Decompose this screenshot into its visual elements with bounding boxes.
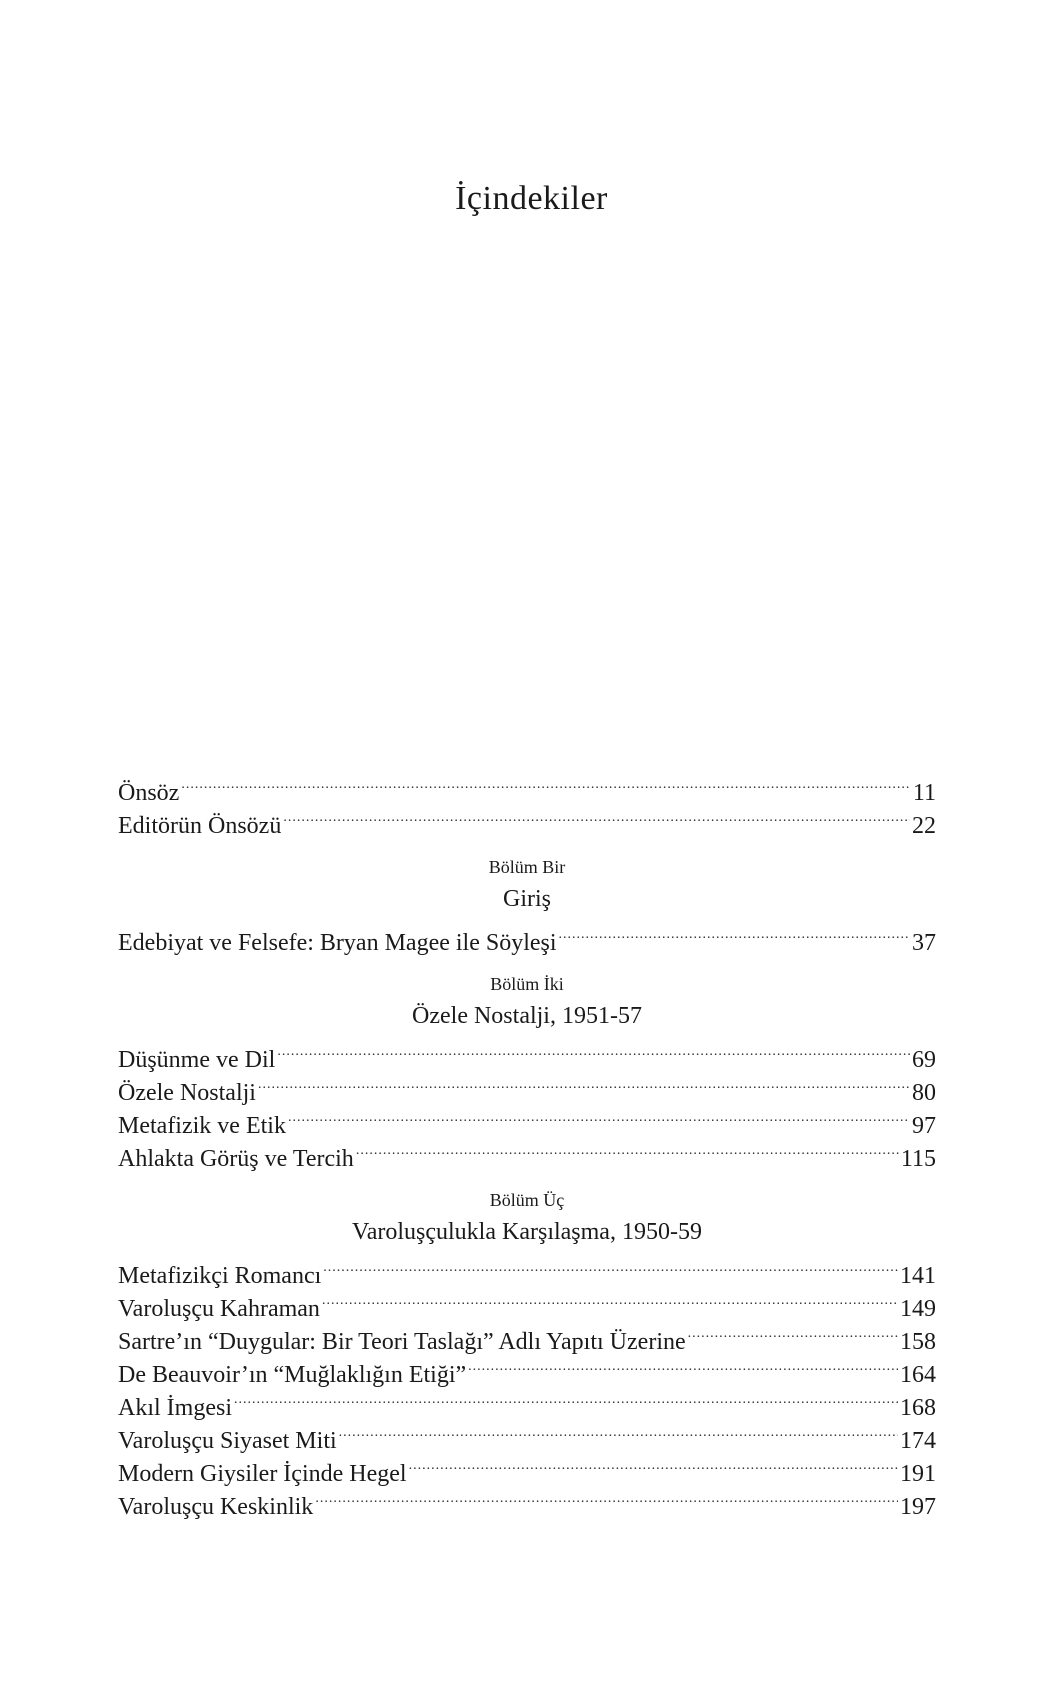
toc-entry[interactable] (118, 800, 936, 839)
part-label: Bölüm Üç (489, 1190, 565, 1210)
toc-entry-page-number: 22 (912, 813, 936, 839)
toc-entry-title: Ahlakta Görüş ve Tercih (118, 1146, 354, 1172)
toc-entry-page-number: 158 (900, 1329, 936, 1355)
dot-leader (409, 1448, 898, 1481)
dot-leader (356, 1133, 899, 1166)
toc-entry-page-number: 97 (912, 1113, 936, 1139)
toc-entry-title: Metafizik ve Etik (118, 1113, 286, 1139)
toc-entry-title: Varoluşçu Kahraman (118, 1296, 320, 1322)
toc-entry[interactable] (118, 1034, 936, 1073)
table-of-contents (118, 767, 936, 1520)
toc-part (118, 853, 936, 956)
toc-entry-title: Editörün Önsözü (118, 813, 282, 839)
toc-entry[interactable] (118, 917, 936, 956)
part-title: Giriş (503, 886, 551, 912)
dot-leader (234, 1382, 898, 1415)
dot-leader (288, 1100, 910, 1133)
toc-entry-page-number: 164 (900, 1362, 936, 1388)
dot-leader (339, 1415, 898, 1448)
dot-leader (559, 917, 910, 950)
toc-entry-title: Önsöz (118, 780, 180, 806)
toc-entry[interactable] (118, 1415, 936, 1454)
dot-leader (315, 1481, 898, 1514)
toc-part (118, 970, 936, 1172)
page-title: İçindekiler (455, 180, 608, 217)
toc-entry-page-number: 168 (900, 1395, 936, 1421)
toc-entry-page-number: 174 (900, 1428, 936, 1454)
part-title: Varoluşçulukla Karşılaşma, 1950-59 (352, 1219, 702, 1245)
toc-entry-page-number: 197 (900, 1494, 936, 1520)
parts-list (118, 853, 936, 1520)
toc-entry[interactable] (118, 1250, 936, 1289)
toc-entry-page-number: 11 (912, 780, 936, 806)
toc-entry-title: Akıl İmgesi (118, 1395, 232, 1421)
toc-entry-page-number: 141 (900, 1263, 936, 1289)
dot-leader (322, 1283, 898, 1316)
dot-leader (277, 1034, 910, 1067)
toc-entry-page-number: 191 (900, 1461, 936, 1487)
toc-entry-page-number: 69 (912, 1047, 936, 1073)
front-matter-list (118, 767, 936, 839)
toc-entry-title: Özele Nostalji (118, 1080, 256, 1106)
toc-entry-page-number: 149 (900, 1296, 936, 1322)
toc-entry[interactable] (118, 1382, 936, 1421)
dot-leader (323, 1250, 898, 1283)
toc-entry-title: Varoluşçu Keskinlik (118, 1494, 314, 1520)
toc-entry-title: De Beauvoir’ın “Muğlaklığın Etiği” (118, 1362, 467, 1388)
toc-entry-page-number: 80 (912, 1080, 936, 1106)
dot-leader (283, 800, 910, 833)
part-label: Bölüm Bir (488, 857, 566, 877)
toc-entry-title: Düşünme ve Dil (118, 1047, 276, 1073)
toc-entry-title: Metafizikçi Romancı (118, 1263, 322, 1289)
dot-leader (468, 1349, 898, 1382)
dot-leader (688, 1316, 898, 1349)
dot-leader (258, 1067, 910, 1100)
toc-entry-title: Edebiyat ve Felsefe: Bryan Magee ile Söyleşi (118, 930, 557, 956)
dot-leader (181, 767, 911, 800)
toc-part (118, 1186, 936, 1520)
toc-entry-title: Modern Giysiler İçinde Hegel (118, 1461, 407, 1487)
toc-entry-title: Varoluşçu Siyaset Miti (118, 1428, 337, 1454)
toc-entry[interactable] (118, 767, 936, 806)
part-label: Bölüm İki (490, 974, 564, 994)
toc-entry-page-number: 37 (912, 930, 936, 956)
toc-entry-title: Sartre’ın “Duygular: Bir Teori Taslağı” Adlı Yapıtı Üzerine (118, 1329, 686, 1355)
toc-entry-page-number: 115 (900, 1146, 936, 1172)
part-title: Özele Nostalji, 1951-57 (412, 1003, 642, 1029)
